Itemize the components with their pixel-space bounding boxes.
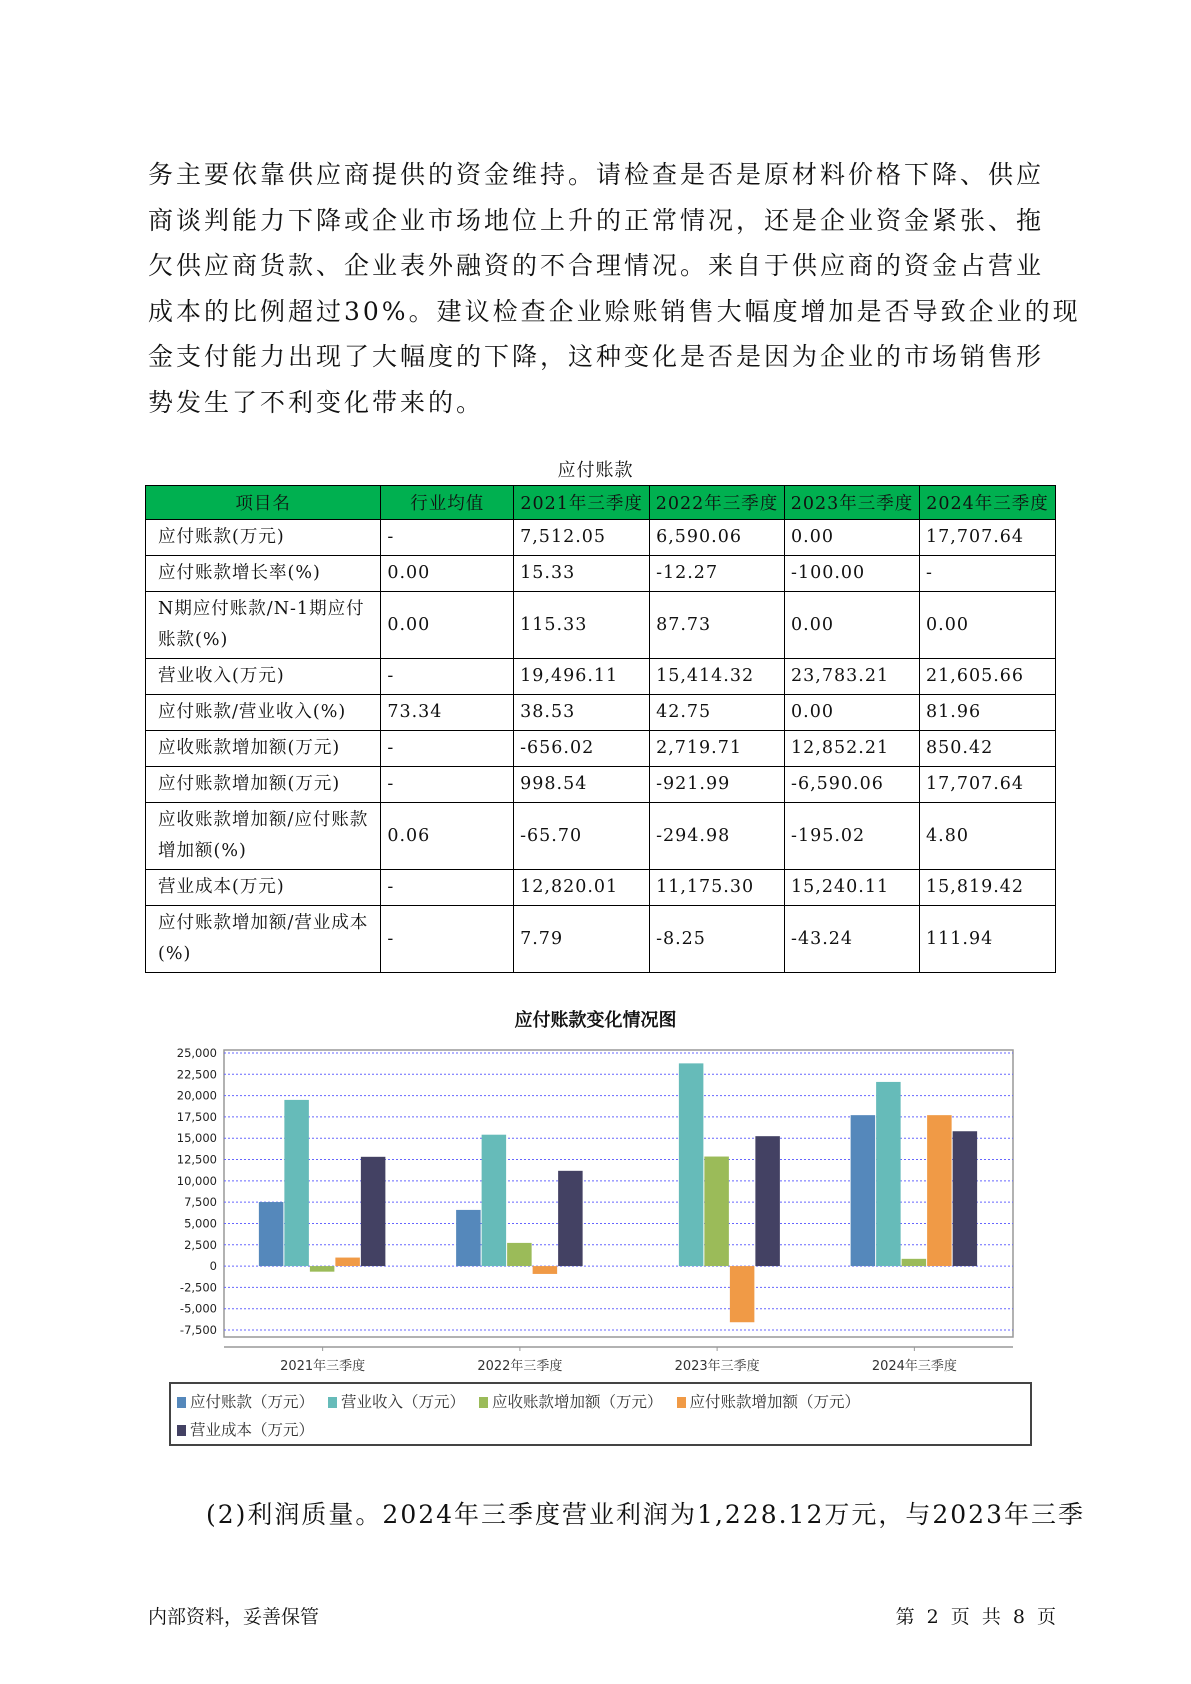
table-cell: 0.00 [920,591,1056,658]
y-tick-label: 2,500 [184,1237,217,1252]
bar [679,1063,704,1266]
table-cell: -921.99 [650,766,785,802]
paragraph-line: 务主要依靠供应商提供的资金维持。请检查是否是原材料价格下降、供应 [148,160,1045,189]
paragraph-line: 欠供应商货款、企业表外融资的不合理情况。来自于供应商的资金占营业 [148,251,1045,280]
legend-swatch [677,1397,686,1408]
bar [361,1157,386,1266]
row-label: 营业成本(万元) [146,869,381,905]
legend-label: 应付账款增加额（万元） [689,1393,861,1411]
body-paragraph-2: (2)利润质量。2024年三季度营业利润为1,228.12万元，与2023年三季 [206,1500,1085,1529]
table-cell: 12,852.21 [785,730,920,766]
table-cell: - [381,766,514,802]
bar [704,1157,729,1267]
legend-item [177,1416,314,1444]
y-tick-label: 0 [209,1259,217,1274]
table-cell: 7.79 [514,905,650,972]
legend-label: 营业成本（万元） [190,1421,315,1439]
chart-title: 应付账款变化情况图 [514,1010,677,1031]
row-label: 应付账款增加额(万元) [146,766,381,802]
bar [284,1100,309,1266]
legend-item [479,1388,663,1416]
table-cell: 998.54 [514,766,650,802]
y-tick-label: -2,500 [179,1280,217,1295]
y-tick-label: 20,000 [176,1088,217,1103]
column-header: 2021年三季度 [514,486,650,520]
table-cell: -8.25 [650,905,785,972]
bar [335,1258,360,1267]
table-cell: - [381,519,514,555]
table-cell: 2,719.71 [650,730,785,766]
table-cell: 15,819.42 [920,869,1056,905]
y-tick-label: 25,000 [176,1046,217,1060]
bar [507,1243,532,1266]
row-label: 应收账款增加额/应付账款增加额(%) [146,802,381,869]
table-cell: -43.24 [785,905,920,972]
table-cell: - [381,730,514,766]
table-cell: -195.02 [785,802,920,869]
table-cell: 21,605.66 [920,658,1056,694]
x-tick-label: 2023年三季度 [674,1359,760,1374]
footer-left: 内部资料，妥善保管 [148,1606,320,1628]
table-cell: 0.00 [785,519,920,555]
y-tick-label: -5,000 [179,1301,217,1316]
paragraph-line: 金支付能力出现了大幅度的下降，这种变化是否是因为企业的市场销售形 [148,342,1045,371]
column-header: 行业均值 [381,486,514,520]
paragraph-line: 商谈判能力下降或企业市场地位上升的正常情况，还是企业资金紧张、拖 [148,205,1045,235]
table-cell: 0.00 [785,694,920,730]
bar [755,1136,780,1266]
table-cell: 0.00 [381,591,514,658]
row-label: 应付账款(万元) [146,519,381,555]
legend-swatch [479,1397,488,1408]
row-label: 应付账款增长率(%) [146,555,381,591]
table-cell: 87.73 [650,591,785,658]
legend-swatch [177,1397,186,1408]
table-cell: - [920,555,1056,591]
column-header: 2022年三季度 [650,486,785,520]
chart-legend [169,1382,1032,1446]
table-cell: 0.00 [785,591,920,658]
table-cell: 23,783.21 [785,658,920,694]
bar [876,1082,901,1266]
column-header: 项目名 [146,486,381,520]
table-cell: 7,512.05 [514,519,650,555]
page-number: 第 2 页 共 8 页 [895,1606,1056,1628]
y-tick-label: 17,500 [176,1109,217,1124]
table-cell: -65.70 [514,802,650,869]
table-cell: 6,590.06 [650,519,785,555]
legend-item [677,1388,861,1416]
table-cell: 81.96 [920,694,1056,730]
table-cell: 111.94 [920,905,1056,972]
row-label: 应付账款/营业收入(%) [146,694,381,730]
bar [456,1210,481,1266]
legend-label: 应付账款（万元） [190,1393,315,1411]
bar [851,1115,876,1266]
table-cell: 15.33 [514,555,650,591]
legend-label: 应收账款增加额（万元） [492,1393,663,1411]
x-tick-label: 2021年三季度 [280,1359,366,1374]
y-tick-label: 5,000 [184,1216,217,1231]
table-cell: 42.75 [650,694,785,730]
y-tick-label: 7,500 [184,1195,217,1210]
table-cell: -294.98 [650,802,785,869]
table-cell: 38.53 [514,694,650,730]
legend-item [328,1388,465,1416]
table-cell: 15,414.32 [650,658,785,694]
legend-swatch [328,1397,337,1408]
table-cell: 17,707.64 [920,519,1056,555]
table-cell: - [381,905,514,972]
legend-item [177,1388,314,1416]
row-label: 应付账款增加额/营业成本(%) [146,905,381,972]
table-cell: -12.27 [650,555,785,591]
bar [953,1131,978,1266]
table-cell: 850.42 [920,730,1056,766]
legend-label: 营业收入（万元） [341,1393,466,1411]
bar [310,1266,335,1272]
table-cell: - [381,658,514,694]
table-cell: 0.00 [381,555,514,591]
table-cell: 12,820.01 [514,869,650,905]
table-cell: -100.00 [785,555,920,591]
table-cell: 15,240.11 [785,869,920,905]
table-cell: 17,707.64 [920,766,1056,802]
row-label: N期应付账款/N-1期应付账款(%) [146,591,381,658]
bar [533,1266,558,1274]
bar [730,1266,755,1322]
y-tick-label: 22,500 [176,1067,217,1082]
x-tick-label: 2022年三季度 [477,1359,563,1374]
bar [482,1135,507,1266]
table-cell: -656.02 [514,730,650,766]
y-tick-label: -7,500 [179,1323,217,1337]
table-cell: 19,496.11 [514,658,650,694]
bar [927,1115,952,1266]
y-tick-label: 15,000 [176,1131,217,1146]
table-cell: - [381,869,514,905]
paragraph-line: 势发生了不利变化带来的。 [148,387,485,417]
table-cell: 4.80 [920,802,1056,869]
y-tick-label: 10,000 [176,1173,217,1188]
x-tick-label: 2024年三季度 [871,1359,957,1374]
row-label: 应收账款增加额(万元) [146,730,381,766]
table-cell: 11,175.30 [650,869,785,905]
column-header: 2023年三季度 [785,486,920,520]
column-header: 2024年三季度 [920,486,1056,520]
bar [558,1171,583,1266]
table-cell: -6,590.06 [785,766,920,802]
table-cell: 73.34 [381,694,514,730]
table-cell: 115.33 [514,591,650,658]
bar [902,1259,927,1266]
paragraph-line: 成本的比例超过30%。建议检查企业赊账销售大幅度增加是否导致企业的现 [148,296,1081,326]
table-cell: 0.06 [381,802,514,869]
legend-swatch [177,1425,186,1436]
table-caption: 应付账款 [557,460,634,481]
y-tick-label: 12,500 [176,1152,217,1167]
row-label: 营业收入(万元) [146,658,381,694]
bar [259,1202,284,1266]
